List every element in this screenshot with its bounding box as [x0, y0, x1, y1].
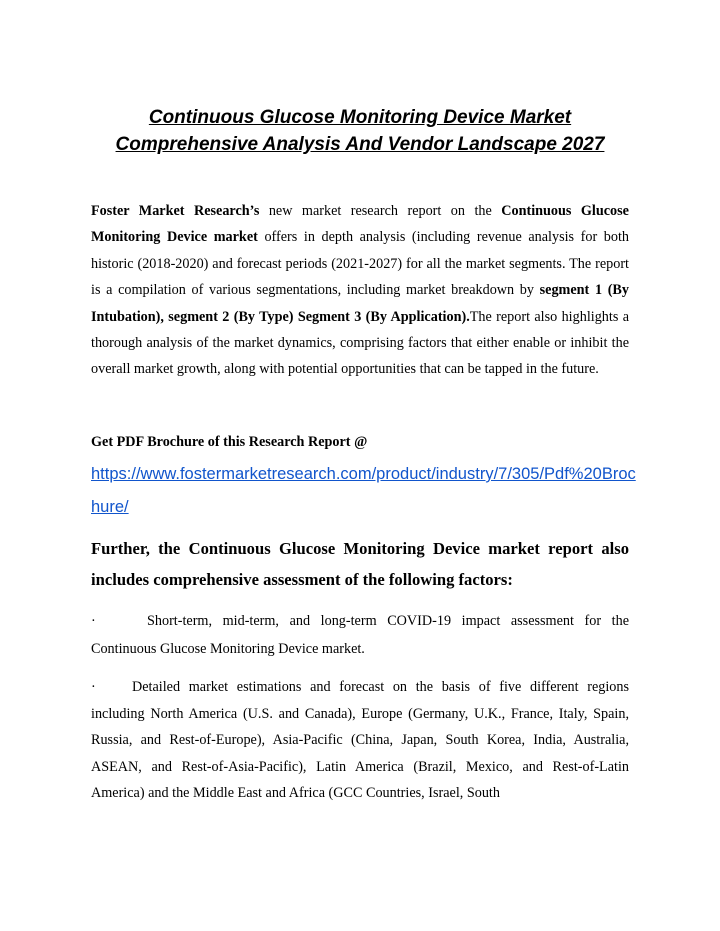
intro-text-2: offers in depth analysis (including revenue analysis for both historic (2018-2020) and forecast periods (2021-2027) for all the market segments. The report is a compilation of various segmentations, including market breakdown by — [91, 229, 630, 299]
segments-text: segment 1 (By Intubation), segment 2 (By Type) Segment 3 (By Application). — [91, 282, 629, 325]
pdf-brochure-link[interactable]: https://www.fostermarketresearch.com/product/industry/7/305/Pdf%20Brochure/ — [91, 465, 636, 516]
bullet-item-regions — [91, 674, 629, 807]
bullet-marker: · — [91, 679, 96, 695]
title-line-2: Comprehensive Analysis And Vendor Landscape 2027 — [115, 134, 605, 155]
factors-heading: Further, the Continuous Glucose Monitoring Device market report also includes comprehensive assessment of the following factors: — [91, 539, 629, 589]
intro-text-1: new market research report on the — [259, 203, 502, 219]
bullet-marker: · — [91, 613, 96, 629]
intro-paragraph — [91, 198, 629, 383]
title-line-1: Continuous Glucose Monitoring Device Market — [148, 107, 572, 128]
pdf-brochure-label: Get PDF Brochure of this Research Report @ — [91, 434, 368, 450]
product-name: Continuous Glucose Monitoring Device market — [91, 203, 629, 246]
bullet-text: Detailed market estimations and forecast on the basis of five different regions including North America (U.S. and Canada), Europe (Germany, U.K., France, Italy, Spain, Russia, and Rest-of-Europe), Asia-Pacific (China, Japan, South Korea, India, Australia, ASEAN, and Rest-of-Asia-Pacific), Latin America (Brazil, Mexico, and Rest-of-Latin America) and the Middle East and Africa (GCC Countries, Israel, South — [91, 679, 629, 802]
intro-text-3: The report also highlights a thorough analysis of the market dynamics, comprising factors that either enable or inhibit the overall market growth, along with potential opportunities that can be tapped in the future. — [91, 308, 629, 378]
document-title — [60, 104, 660, 158]
bullet-text: Short-term, mid-term, and long-term COVID-19 impact assessment for the Continuous Glucose Monitoring Device market. — [91, 613, 629, 657]
company-name: Foster Market Research’s — [91, 203, 260, 219]
bullet-item-covid — [91, 607, 629, 663]
